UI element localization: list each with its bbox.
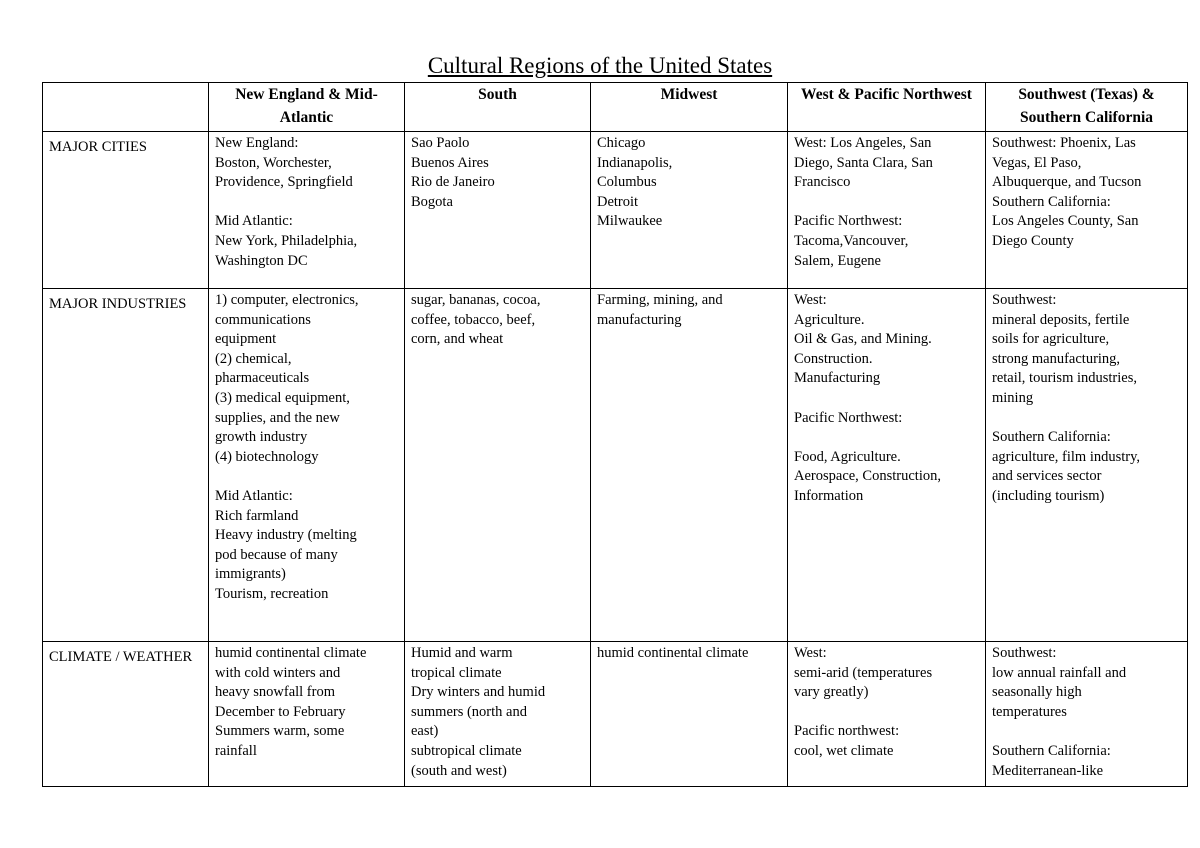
cell-line: (including tourism) bbox=[992, 487, 1105, 504]
cell-line: Southwest: bbox=[992, 292, 1057, 308]
column-header: West & Pacific Northwest bbox=[788, 83, 986, 132]
cell-line: Southern California: bbox=[992, 429, 1111, 446]
cell-line: agriculture, film industry, bbox=[992, 448, 1141, 465]
cell-line: cool, wet climate bbox=[794, 742, 894, 759]
cell-line: Pacific Northwest: bbox=[794, 409, 903, 426]
cell-line: temperatures bbox=[992, 703, 1067, 720]
cell-line: Boston, Worchester, bbox=[215, 154, 332, 171]
cell-line: (4) biotechnology bbox=[215, 448, 319, 465]
cell-line bbox=[992, 722, 1181, 742]
cell-line: 1) computer, electronics, bbox=[215, 292, 359, 308]
cell-line: West: bbox=[794, 292, 827, 308]
table-cell bbox=[405, 642, 591, 787]
cell-line: growth industry bbox=[215, 429, 308, 446]
cell-line: Oil & Gas, and Mining. bbox=[794, 331, 932, 348]
table-cell bbox=[591, 289, 788, 642]
column-header bbox=[43, 83, 209, 132]
cell-line: Mid Atlantic: bbox=[215, 213, 293, 230]
cell-line: Detroit bbox=[597, 193, 639, 210]
column-header: Midwest bbox=[591, 83, 788, 132]
table-cell bbox=[405, 132, 591, 289]
cell-line: tropical climate bbox=[411, 664, 502, 681]
cell-line: Information bbox=[794, 487, 864, 504]
cell-line: rainfall bbox=[215, 742, 257, 759]
cell-line: equipment bbox=[215, 331, 277, 348]
table-cell bbox=[209, 642, 405, 787]
cell-line: heavy snowfall from bbox=[215, 684, 335, 701]
cell-line: coffee, tobacco, beef, bbox=[411, 311, 536, 328]
cell-line: manufacturing bbox=[597, 311, 682, 328]
page-title: Cultural Regions of the United States bbox=[427, 53, 773, 78]
cell-line: December to February bbox=[215, 703, 346, 720]
cell-line: Columbus bbox=[597, 174, 657, 191]
cell-line: Milwaukee bbox=[597, 213, 663, 230]
cell-line: immigrants) bbox=[215, 566, 286, 583]
cell-line: Manufacturing bbox=[794, 370, 881, 387]
table-cell bbox=[986, 642, 1188, 787]
cell-line: Southern California: bbox=[992, 193, 1111, 210]
cell-line: pharmaceuticals bbox=[215, 370, 310, 387]
cell-line: supplies, and the new bbox=[215, 409, 340, 426]
table-cell bbox=[986, 132, 1188, 289]
cell-line: New York, Philadelphia, bbox=[215, 232, 358, 249]
cell-line: Summers warm, some bbox=[215, 723, 345, 740]
cell-line: Heavy industry (melting bbox=[215, 527, 357, 544]
table-row bbox=[43, 132, 1188, 289]
table-cell bbox=[788, 642, 986, 787]
column-header: Southwest (Texas) & Southern California bbox=[986, 83, 1188, 132]
cell-line: mining bbox=[992, 389, 1034, 406]
cell-line bbox=[992, 409, 1181, 429]
table-cell bbox=[405, 289, 591, 642]
cell-line: semi-arid (temperatures bbox=[794, 664, 933, 681]
cell-line bbox=[215, 193, 398, 213]
table-cell bbox=[209, 132, 405, 289]
cell-line bbox=[794, 703, 979, 723]
cell-line bbox=[215, 467, 398, 487]
cell-line: Food, Agriculture. bbox=[794, 448, 901, 465]
cell-line: humid continental climate bbox=[597, 645, 749, 661]
cell-line: Bogota bbox=[411, 193, 453, 210]
cell-line: Construction. bbox=[794, 350, 873, 367]
cell-line: sugar, bananas, cocoa, bbox=[411, 292, 541, 308]
table-cell bbox=[591, 642, 788, 787]
cell-line: Pacific northwest: bbox=[794, 723, 900, 740]
cell-line: with cold winters and bbox=[215, 664, 341, 681]
cell-line: Diego, Santa Clara, San bbox=[794, 154, 933, 171]
cell-line: Los Angeles County, San bbox=[992, 213, 1139, 230]
cell-line: Indianapolis, bbox=[597, 154, 673, 171]
cell-line: subtropical climate bbox=[411, 742, 522, 759]
cell-line: Mediterranean-like bbox=[992, 762, 1104, 779]
cell-line: Buenos Aires bbox=[411, 154, 489, 171]
cell-line: low annual rainfall and bbox=[992, 664, 1127, 681]
cell-line: and services sector bbox=[992, 468, 1102, 485]
row-label: MAJOR CITIES bbox=[43, 132, 209, 289]
cell-line: New England: bbox=[215, 135, 299, 151]
cell-line: Southwest: bbox=[992, 645, 1057, 661]
cell-line: Tacoma,Vancouver, bbox=[794, 232, 909, 249]
cell-line: (2) chemical, bbox=[215, 350, 292, 367]
column-header: South bbox=[405, 83, 591, 132]
cell-line: Mid Atlantic: bbox=[215, 487, 293, 504]
cell-line: pod because of many bbox=[215, 546, 338, 563]
row-label: MAJOR INDUSTRIES bbox=[43, 289, 209, 642]
cell-line bbox=[794, 389, 979, 409]
cell-line: Salem, Eugene bbox=[794, 252, 881, 269]
cell-line: Agriculture. bbox=[794, 311, 865, 328]
header-row bbox=[43, 83, 1188, 132]
cell-line: mineral deposits, fertile bbox=[992, 311, 1130, 328]
table-row bbox=[43, 642, 1188, 787]
cell-line bbox=[794, 193, 979, 213]
cell-line: Southwest: Phoenix, Las bbox=[992, 135, 1136, 151]
cell-line: soils for agriculture, bbox=[992, 331, 1110, 348]
cell-line: (south and west) bbox=[411, 762, 507, 779]
cell-line: Rich farmland bbox=[215, 507, 299, 524]
cell-line: Chicago bbox=[597, 135, 646, 151]
cell-line: Aerospace, Construction, bbox=[794, 468, 941, 485]
row-label: CLIMATE / WEATHER bbox=[43, 642, 209, 787]
cell-line: Sao Paolo bbox=[411, 135, 470, 151]
table-cell bbox=[209, 289, 405, 642]
cell-line: corn, and wheat bbox=[411, 331, 504, 348]
cell-line: West: Los Angeles, San bbox=[794, 135, 932, 151]
cell-line: Providence, Springfield bbox=[215, 174, 353, 191]
cell-line: strong manufacturing, bbox=[992, 350, 1121, 367]
cell-line: seasonally high bbox=[992, 684, 1082, 701]
cell-line: Farming, mining, and bbox=[597, 292, 723, 308]
cell-line: Humid and warm bbox=[411, 645, 513, 661]
cell-line: West: bbox=[794, 645, 827, 661]
cell-line bbox=[794, 428, 979, 448]
cell-line: Southern California: bbox=[992, 742, 1111, 759]
cell-line: Pacific Northwest: bbox=[794, 213, 903, 230]
cell-line: Washington DC bbox=[215, 252, 308, 269]
cell-line: (3) medical equipment, bbox=[215, 389, 350, 406]
cell-line: vary greatly) bbox=[794, 684, 869, 701]
cell-line: Tourism, recreation bbox=[215, 585, 329, 602]
cell-line: east) bbox=[411, 723, 439, 740]
table-cell bbox=[788, 289, 986, 642]
cell-line: Albuquerque, and Tucson bbox=[992, 174, 1142, 191]
table-row bbox=[43, 289, 1188, 642]
regions-table bbox=[42, 82, 1188, 787]
column-header: New England & Mid-Atlantic bbox=[209, 83, 405, 132]
cell-line: Vegas, El Paso, bbox=[992, 154, 1082, 171]
cell-line: humid continental climate bbox=[215, 645, 367, 661]
cell-line: communications bbox=[215, 311, 311, 328]
table-cell bbox=[788, 132, 986, 289]
cell-line: Rio de Janeiro bbox=[411, 174, 495, 191]
cell-line: Francisco bbox=[794, 174, 851, 191]
table-cell bbox=[986, 289, 1188, 642]
table-cell bbox=[591, 132, 788, 289]
cell-line: retail, tourism industries, bbox=[992, 370, 1137, 387]
cell-line: Dry winters and humid bbox=[411, 684, 546, 701]
cell-line: summers (north and bbox=[411, 703, 527, 720]
cell-line: Diego County bbox=[992, 232, 1074, 249]
